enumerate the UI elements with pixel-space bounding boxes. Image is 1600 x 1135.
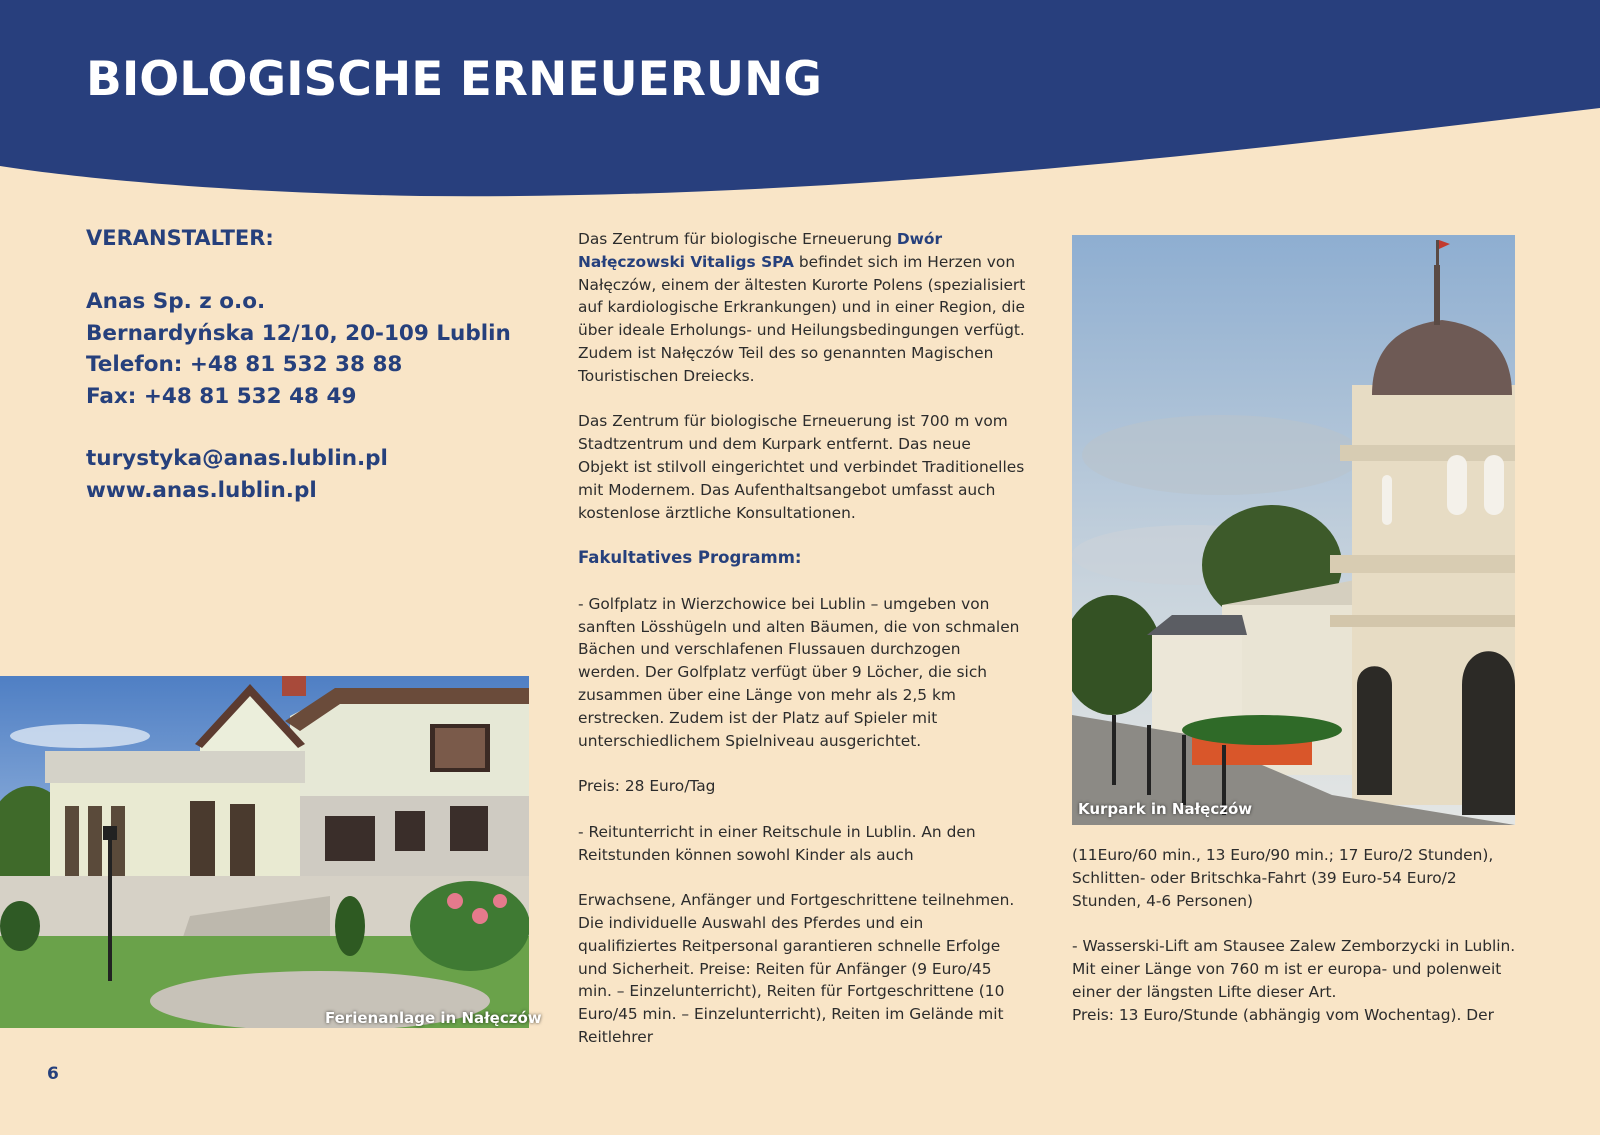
waterski-paragraph: - Wasserski-Lift am Stausee Zalew Zemborzycki in Lublin. Mit einer Länge von 760 m ist er europa- und polenweit einer der längsten Lifte dieser Art. — [1072, 937, 1516, 1001]
organizer-heading: VERANSTALTER: — [86, 226, 274, 250]
middle-column — [578, 228, 1026, 1071]
intro-prefix: Das Zentrum für biologische Erneuerung — [578, 230, 897, 248]
program-heading: Fakultatives Programm: — [578, 548, 802, 568]
intro-paragraph — [578, 228, 1026, 388]
organizer-fax: Fax: +48 81 532 48 49 — [86, 383, 357, 409]
organizer-block — [86, 226, 526, 506]
golf-paragraph: - Golfplatz in Wierzchowice bei Lublin – umgeben von sanften Lösshügeln und alten Bäumen, die von schmalen Bächen und verschlafenen Flussauen durchzogen werden. Der Golfplatz verfügt über 9 Löcher, die sich zusammen über eine Länge von mehr als 2,5 km erstrecken. Zudem ist der Platz auf Spieler mit unterschiedlichem Spielniveau ausgerichtet. — [578, 594, 1020, 750]
spa-name: Dwór Nałęczowski Vitaligs SPA — [578, 230, 943, 271]
organizer-website[interactable]: www.anas.lublin.pl — [86, 477, 317, 503]
golf-price: Preis: 28 Euro/Tag — [578, 777, 716, 796]
riding-prices-continued: (11Euro/60 min., 13 Euro/90 min.; 17 Euro/2 Stunden), Schlitten- oder Britschka-Fahrt (39 Euro-54 Euro/2 Stunden, 4-6 Personen) — [1072, 846, 1494, 910]
riding-paragraph: - Reitunterricht in einer Reitschule in Lublin. An den Reitstunden können sowohl Kinder als auch — [578, 822, 976, 864]
page-number: 6 — [47, 1064, 59, 1084]
page-title: BIOLOGISCHE ERNEUERUNG — [86, 52, 822, 107]
intro-rest: befindet sich im Herzen von Nałęczów, einem der ältesten Kurorte Polens (spezialisiert auf kardiologische Erkrankungen) und in einer Region, die über ideale Erholungs- und Heilungsbedingungen verfügt. Zudem ist Nałęczów Teil des so genannten Magischen Touristischen Dreiecks. — [578, 252, 1026, 385]
right-column — [1072, 844, 1520, 1049]
organizer-company: Anas Sp. z o.o. — [86, 289, 266, 314]
organizer-address: Bernardyńska 12/10, 20-109 Lublin — [86, 320, 511, 346]
organizer-email[interactable]: turystyka@anas.lublin.pl — [86, 446, 388, 471]
location-paragraph: Das Zentrum für biologische Erneuerung ist 700 m vom Stadtzentrum und dem Kurpark entfernt. Das neue Objekt ist stilvoll eingerichtet und verbindet Traditionelles mit Modernem. Das Aufenthaltsangebot umfasst auch kostenlose ärztliche Konsultationen. — [578, 412, 1025, 522]
organizer-phone: Telefon: +48 81 532 38 88 — [86, 352, 403, 377]
resort-photo — [0, 676, 529, 1028]
waterski-price: Preis: 13 Euro/Stunde (abhängig vom Wochentag). Der — [1072, 1005, 1494, 1024]
resort-photo-caption: Ferienanlage in Nałęczów — [325, 1009, 542, 1027]
kurpark-photo-caption: Kurpark in Nałęczów — [1078, 800, 1253, 818]
kurpark-photo — [1072, 235, 1515, 825]
riding-details: Erwachsene, Anfänger und Fortgeschrittene teilnehmen. Die individuelle Auswahl des Pferdes und ein qualifiziertes Reitpersonal garantieren schnelle Erfolge und Sicherheit. Preise: Reiten für Anfänger (9 Euro/45 min. – Einzelunterricht), Reiten für Fortgeschrittene (10 Euro/45 min. – Einzelunterricht), Reiten im Gelände mit Reitlehrer — [578, 891, 1015, 1046]
